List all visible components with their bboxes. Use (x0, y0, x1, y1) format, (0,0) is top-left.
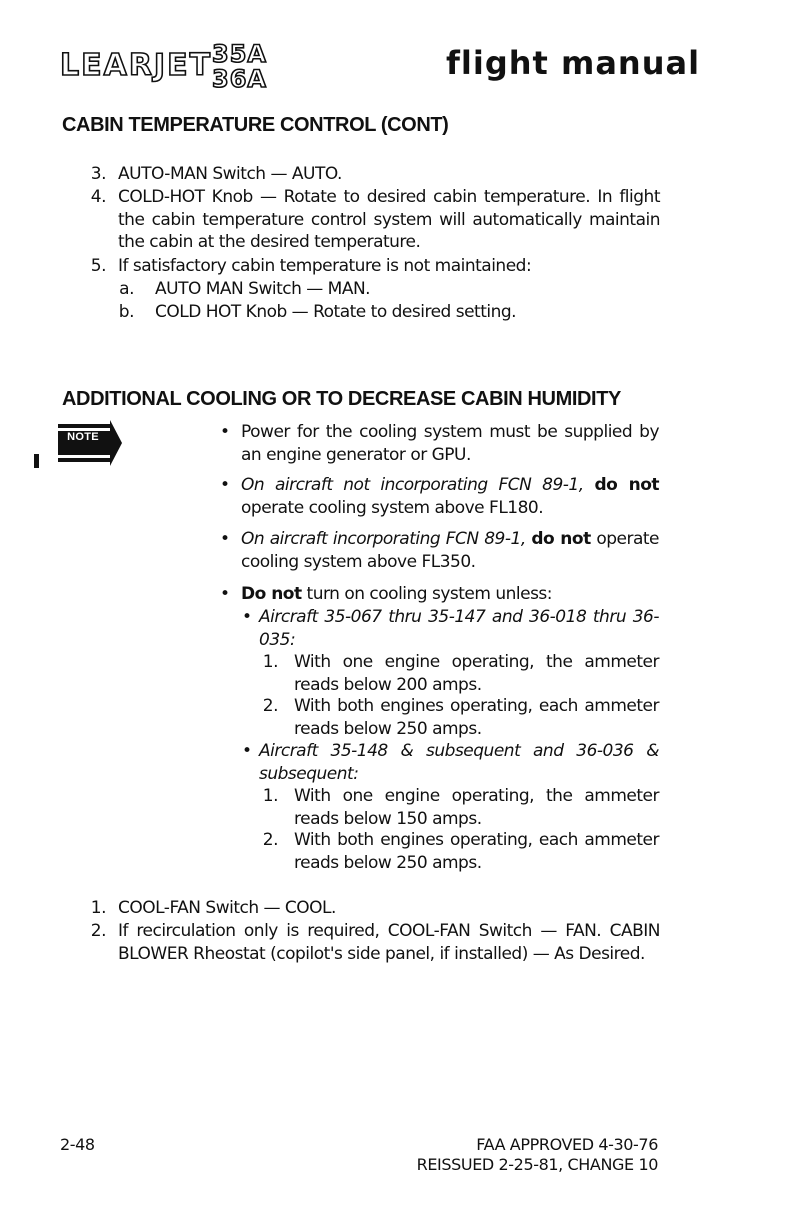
note-warning: do not (594, 475, 660, 495)
item-number: 1. (262, 786, 278, 806)
step-number: 1. (90, 898, 106, 918)
bullet-dot: • (220, 422, 230, 442)
section-heading-additional-cooling: ADDITIONAL COOLING OR TO DECREASE CABIN HUMIDITY (62, 388, 621, 410)
change-bar (34, 454, 39, 468)
approval-line-2: REISSUED 2-25-81, CHANGE 10 (416, 1155, 658, 1174)
note-condition: On aircraft incorporating FCN 89-1, (241, 529, 526, 549)
item-number: 1. (262, 652, 278, 672)
sub-bullet-dot: • (242, 607, 252, 627)
step-number: 3. (90, 164, 106, 184)
step-number: 5. (90, 256, 106, 276)
bullet-dot: • (220, 529, 230, 549)
sub-bullet-dot: • (242, 741, 252, 761)
ammeter-condition: With one engine operating, the ammeter reads below 200 amps. (294, 652, 659, 695)
bullet-dot: • (220, 475, 230, 495)
step-text: COOL-FAN Switch — COOL. (118, 898, 336, 918)
aircraft-range-early: Aircraft 35-067 thru 35-147 and 36-018 thru 36-035: (259, 607, 659, 650)
manual-title: flight manual (446, 44, 701, 82)
note-fl350-limit (241, 528, 659, 573)
note-warning: do not (531, 529, 591, 549)
step-text: If recirculation only is required, COOL-FAN Switch — FAN. CABIN BLOWER Rheostat (copilot's side panel, if installed) — As Desired. (118, 921, 660, 964)
step-text: COLD-HOT Knob — Rotate to desired cabin temperature. In flight the cabin temperature control system will automatically maintain the cabin at the desired temperature. (118, 187, 660, 252)
note-condition: On aircraft not incorporating FCN 89-1, (241, 475, 584, 495)
brand-logo: LEARJET (60, 48, 213, 83)
ammeter-condition: With both engines operating, each ammeter reads below 250 amps. (294, 830, 659, 873)
substep-text: COLD HOT Knob — Rotate to desired setting. (155, 302, 517, 322)
note-do-not-turn-on (241, 583, 659, 606)
approval-line-1: FAA APPROVED 4-30-76 (476, 1135, 658, 1154)
note-label: NOTE (67, 431, 99, 443)
page-number: 2-48 (60, 1135, 95, 1154)
section-heading-cabin-temperature: CABIN TEMPERATURE CONTROL (CONT) (62, 114, 449, 136)
item-number: 2. (262, 696, 278, 716)
step-text: If satisfactory cabin temperature is not maintained: (118, 256, 532, 276)
note-text: operate cooling system above FL180. (241, 497, 544, 518)
ammeter-condition: With one engine operating, the ammeter reads below 150 amps. (294, 786, 659, 829)
step-text: AUTO-MAN Switch — AUTO. (118, 164, 342, 184)
note-text: turn on cooling system unless: (306, 584, 553, 604)
step-number: 4. (90, 187, 106, 207)
model-35a: 35A (212, 40, 267, 68)
ammeter-condition: With both engines operating, each ammeter reads below 250 amps. (294, 696, 659, 739)
note-warning: Do not (241, 584, 302, 604)
substep-letter: b. (118, 302, 134, 322)
aircraft-range-late: Aircraft 35-148 & subsequent and 36-036 & subsequent: (259, 741, 659, 784)
model-36a: 36A (212, 65, 267, 93)
model-logo (212, 42, 284, 92)
note-power-source: Power for the cooling system must be supplied by an engine generator or GPU. (241, 422, 659, 465)
note-text: operate cooling system above FL350. (241, 529, 660, 572)
substep-letter: a. (119, 279, 134, 299)
note-icon (56, 418, 124, 470)
item-number: 2. (262, 830, 278, 850)
bullet-dot: • (220, 584, 230, 604)
substep-text: AUTO MAN Switch — MAN. (155, 279, 371, 299)
note-fl180-limit (241, 474, 659, 519)
step-number: 2. (90, 921, 106, 941)
